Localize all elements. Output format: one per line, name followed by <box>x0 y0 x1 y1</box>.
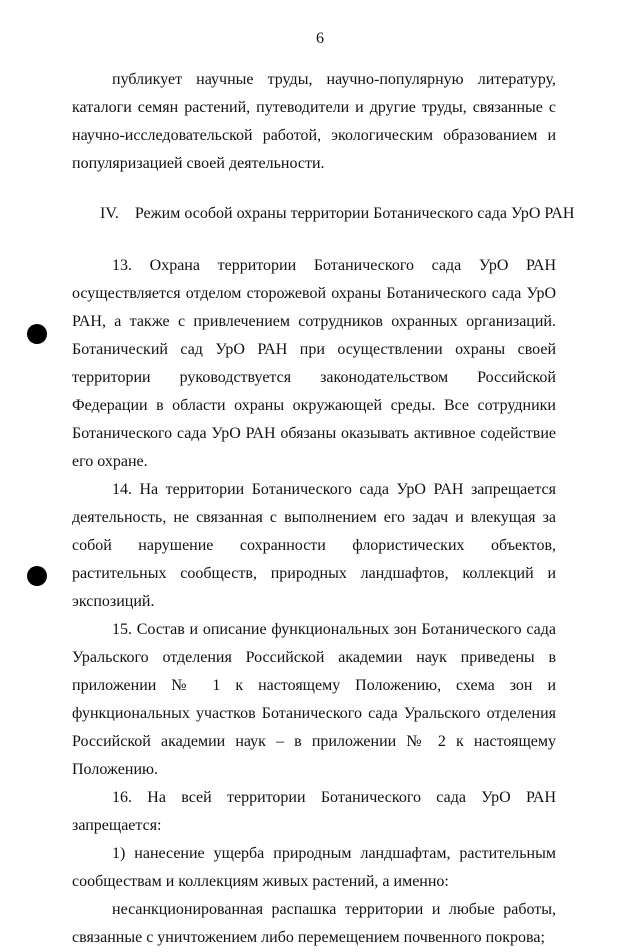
punch-hole-top <box>27 324 47 344</box>
list-item-1-detail: несанкционированная распашка территории и любые работы, связанные с уничтожением либо перемещением почвенного покрова; <box>72 901 556 946</box>
paragraph-13: 13. Охрана территории Ботанического сада УрО РАН осуществляется отделом сторожевой охраны Ботанического сада УрО РАН, а также с привлечением сотрудников охранных организаций. Ботанический сад УрО РАН при осуществлении охраны своей территории руководствуется законодательством Российской Федерации в области охраны окружающей среды. Все сотрудники Ботанического сада УрО РАН обязаны оказывать активное содействие его охране. <box>72 257 556 470</box>
paragraph-intro: публикует научные труды, научно-популярную литературу, каталоги семян растений, путеводители и другие труды, связанные с научно-исследовательской работой, экологическим образованием и популяризацией своей деятельности. <box>72 71 556 172</box>
paragraph-16: 16. На всей территории Ботанического сада УрО РАН запрещается: <box>72 789 556 834</box>
paragraph-15: 15. Состав и описание функциональных зон Ботанического сада Уральского отделения Российской академии наук приведены в приложении № 1 к настоящему Положению, схема зон и функциональных участков Ботанического сада Уральского отделения Российской академии наук – в приложении № 2 к настоящему Положению. <box>72 621 556 778</box>
paragraph-14: 14. На территории Ботанического сада УрО РАН запрещается деятельность, не связанная с выполнением его задач и влекущая за собой нарушение сохранности флористических объектов, растительных сообществ, природных ландшафтов, коллекций и экспозиций. <box>72 481 556 610</box>
section-number: IV. <box>100 205 119 222</box>
page-number: 6 <box>316 30 324 47</box>
list-item-1: 1) нанесение ущерба природным ландшафтам, растительным сообществам и коллекциям живых растений, а именно: <box>72 845 556 890</box>
punch-hole-bottom <box>27 566 47 586</box>
section-title: Режим особой охраны территории Ботанического сада УрО РАН <box>134 205 575 222</box>
section-heading-iv <box>72 200 575 228</box>
document-body <box>72 66 575 952</box>
